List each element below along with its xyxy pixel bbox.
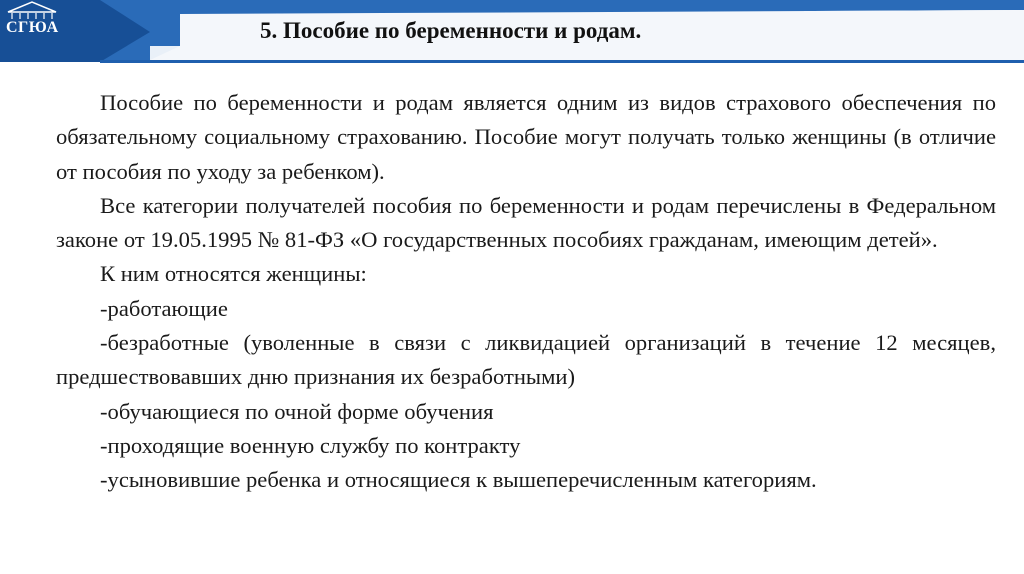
list-item-military: -проходящие военную службу по контракту [100,432,521,458]
logo-text: СГЮА [6,19,59,36]
slide-title: 5. Пособие по беременности и родам. [260,18,642,43]
logo [0,0,64,46]
list-item-unemployed: -безработные (уволенные в связи с ликвидацией организаций в течение 12 месяцев, предшествовавших дню признания их безработными) [56,330,996,390]
header-bottom-line [100,60,1024,63]
slide-body [56,86,996,498]
list-item-students: -обучающиеся по очной форме обучения [100,398,494,424]
list-item-working: -работающие [100,295,228,321]
paragraph-2: Все категории получателей пособия по беременности и родам перечислены в Федеральном законе от 19.05.1995 № 81-ФЗ «О государственных пособиях гражданам, имеющим детей». [56,192,996,253]
paragraph-1: Пособие по беременности и родам является одним из видов страхового обеспечения по обязательному социальному страхованию. Пособие могут получать только женщины (в отличие от пособия по уходу за ребенком). [56,90,996,184]
paragraph-3: К ним относятся женщины: [100,261,367,287]
list-item-adoptive: -усыновившие ребенка и относящиеся к вышеперечисленным категориям. [100,467,817,493]
building-icon [0,0,64,20]
header-bar [0,0,1024,64]
